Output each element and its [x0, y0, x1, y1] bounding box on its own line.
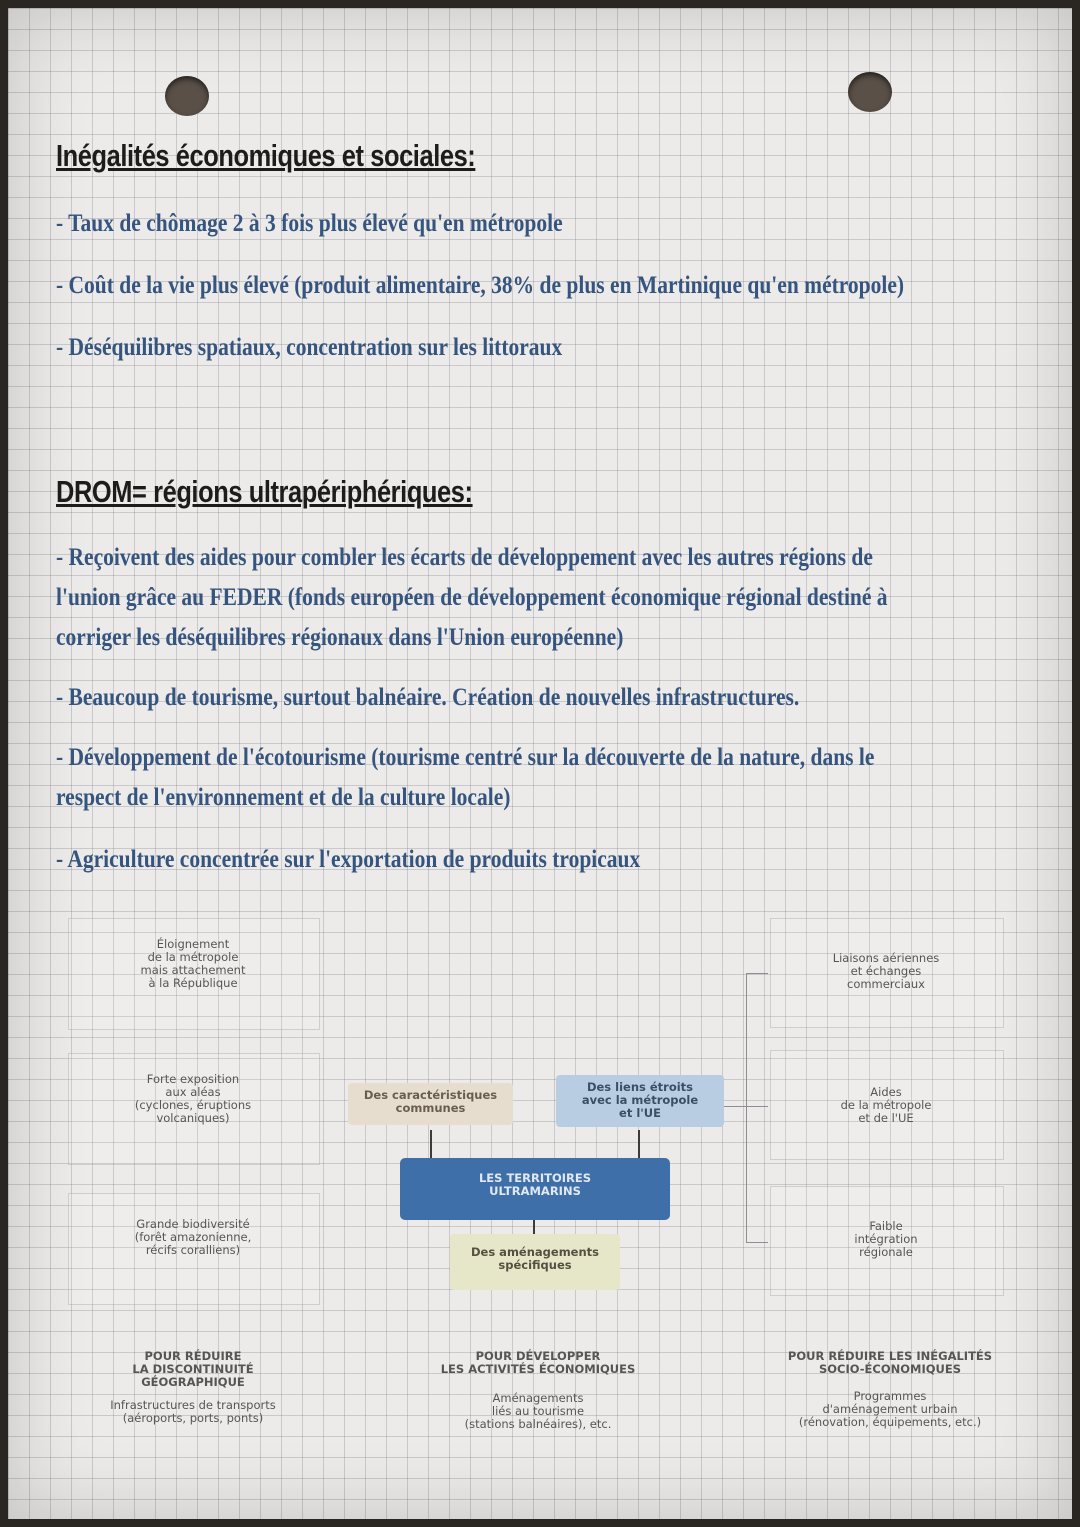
connector-line [638, 1130, 640, 1158]
section-heading-inequalities: Inégalités économiques et sociales: [56, 138, 476, 173]
common-features-box: Des caractéristiques communes [348, 1083, 513, 1125]
left-text-3: Grande biodiversité (forêt amazonienne, récifs coralliens) [134, 1217, 252, 1257]
punch-hole-right [848, 72, 892, 112]
left-text-2: Forte exposition aux aléas (cyclones, éruptions volcaniques) [134, 1072, 252, 1125]
bracket-line [746, 1106, 768, 1107]
section-heading-drom: DROM= régions ultrapériphériques: [56, 474, 473, 509]
bottom-block-1: POUR RÉDUIRE LA DISCONTINUITÉ GÉOGRAPHIQUE Infrastructures de transports (aéroports, ports, ponts) [110, 1349, 276, 1425]
bracket-line [746, 973, 747, 1243]
concept-diagram [48, 918, 1048, 1508]
bullet-line: - Agriculture concentrée sur l'exportation de produits tropicaux [56, 846, 641, 873]
punch-hole-left [165, 76, 209, 116]
overseas-territories-main-box: LES TERRITOIRES ULTRAMARINS [400, 1158, 670, 1220]
bullet-line: - Taux de chômage 2 à 3 fois plus élevé qu'en métropole [56, 210, 563, 237]
specific-developments-box: Des aménagements spécifiques [450, 1234, 620, 1290]
bullet-line: respect de l'environnement et de la culture locale) [56, 784, 511, 811]
bottom-block-2: POUR DÉVELOPPER LES ACTIVITÉS ÉCONOMIQUES Aménagements liés au tourisme (stations balnéaires), etc. [440, 1349, 636, 1431]
bullet-line: l'union grâce au FEDER (fonds européen de développement économique régional destiné à [56, 584, 888, 611]
bullet-line: - Coût de la vie plus élevé (produit alimentaire, 38% de plus en Martinique qu'en métropole) [56, 272, 905, 299]
bullet-line: - Déséquilibres spatiaux, concentration sur les littoraux [56, 334, 563, 361]
right-text-3: Faible intégration régionale [854, 1219, 918, 1259]
right-text-2: Aides de la métropole et de l'UE [840, 1085, 932, 1125]
close-links-box: Des liens étroits avec la métropole et l'UE [556, 1075, 724, 1127]
bracket-line [746, 973, 768, 974]
bullet-line: - Beaucoup de tourisme, surtout balnéaire. Création de nouvelles infrastructures. [56, 684, 800, 711]
left-text-1: Éloignement de la métropole mais attachement à la République [140, 937, 246, 990]
connector-line [533, 1220, 535, 1234]
bracket-line [724, 1106, 746, 1107]
bullet-line: - Reçoivent des aides pour combler les écarts de développement avec les autres régions de [56, 544, 873, 571]
connector-line [430, 1130, 432, 1158]
bullet-line: - Développement de l'écotourisme (tourisme centré sur la découverte de la nature, dans le [56, 744, 875, 771]
bullet-line: corriger les déséquilibres régionaux dans l'Union européenne) [56, 624, 624, 651]
bracket-line [746, 1242, 768, 1243]
right-text-1: Liaisons aériennes et échanges commerciaux [832, 951, 940, 991]
notebook-page [8, 8, 1072, 1519]
bottom-block-3: POUR RÉDUIRE LES INÉGALITÉS SOCIO-ÉCONOMIQUES Programmes d'aménagement urbain (rénovation, équipements, etc.) [787, 1349, 993, 1429]
